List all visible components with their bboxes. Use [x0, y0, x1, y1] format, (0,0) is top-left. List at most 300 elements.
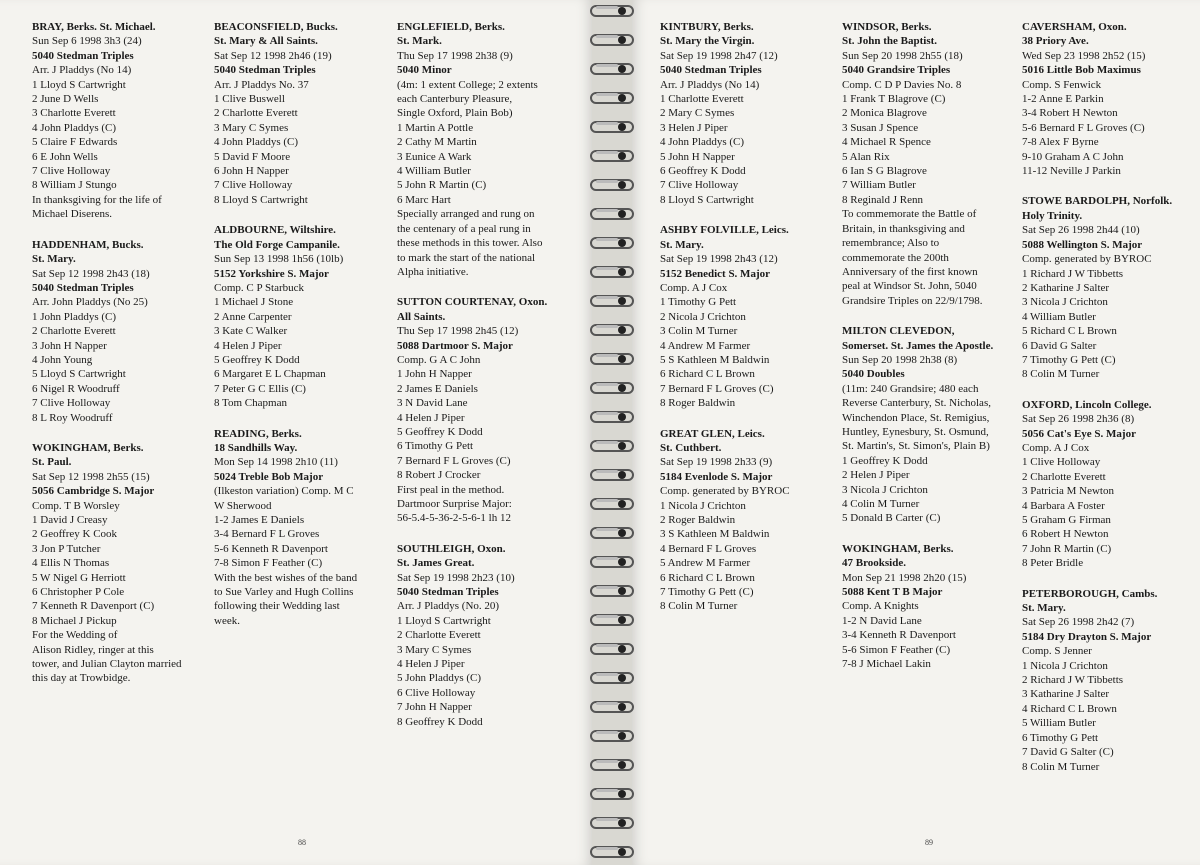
peal-line: 5184 Evenlode S. Major: [660, 470, 773, 483]
spiral-ring: [590, 321, 634, 339]
peal-line: 2 June D Wells: [32, 93, 99, 106]
peal-line: 5 Geoffrey K Dodd: [214, 353, 300, 366]
peal-line: 8 Peter Bridle: [1022, 557, 1084, 570]
peal-line: to mark the start of the national: [397, 251, 536, 264]
peal-line: 1 Geoffrey K Dodd: [842, 454, 928, 467]
peal-line: 2 Nicola J Crichton: [660, 310, 746, 323]
peal-line: 5 Graham G Firman: [1022, 514, 1111, 526]
peal-line: Wed Sep 23 1998 2h52 (15): [1022, 49, 1146, 62]
peal-line: St. Cuthbert.: [660, 441, 722, 454]
peal-line: 2 Roger Baldwin: [660, 514, 736, 526]
peal-line: St. Mary.: [660, 238, 704, 251]
peal-line: 8 Geoffrey K Dodd: [397, 715, 483, 728]
peal-line: 9-10 Graham A C John: [1022, 150, 1124, 163]
peal-line: 2 Helen J Piper: [842, 469, 910, 482]
peal-line: Comp. S Fenwick: [1022, 78, 1102, 91]
peal-line: 8 Roger Baldwin: [660, 397, 736, 410]
peal-line: 7 Clive Holloway: [32, 165, 111, 178]
peal-line: Sun Sep 20 1998 2h38 (8): [842, 353, 958, 366]
spiral-ring: [590, 234, 634, 252]
peal-heading: SUTTON COURTENAY, Oxon.: [397, 296, 548, 309]
peal-line: 8 L Roy Woodruff: [32, 411, 113, 424]
peal-record: [397, 20, 575, 279]
peal-line: these methods in this tower. Also: [397, 237, 543, 250]
peal-heading: OXFORD, Lincoln College.: [1022, 398, 1152, 411]
peal-record: [214, 427, 386, 629]
peal-line: 5056 Cambridge S. Major: [32, 485, 155, 498]
peal-line: 3-4 Robert H Newton: [1022, 107, 1118, 120]
peal-line: Arr. J Pladdys (No 14): [32, 64, 132, 77]
peal-line: 4 Richard C L Brown: [1022, 702, 1117, 715]
peal-line: 7 Timothy G Pett (C): [1022, 353, 1116, 366]
peal-line: Sat Sep 12 1998 2h55 (15): [32, 470, 150, 483]
peal-record: [32, 441, 204, 686]
peal-line: Dartmoor Surprise Major:: [397, 498, 512, 510]
peal-line: 18 Sandhills Way.: [214, 441, 298, 454]
peal-line: 7 David G Salter (C): [1022, 746, 1114, 759]
peal-line: 1 Clive Holloway: [1022, 456, 1101, 469]
peal-line: Comp. generated by BYROC: [1022, 253, 1152, 266]
peal-line: 5 Geoffrey K Dodd: [397, 425, 483, 438]
peal-line: St. John the Baptist.: [842, 35, 938, 48]
peal-line: 5 Donald B Carter (C): [842, 512, 941, 525]
peal-line: 5040 Stedman Triples: [397, 586, 499, 599]
peal-line: 8 Tom Chapman: [214, 397, 287, 410]
peal-line: 4 Helen J Piper: [397, 411, 465, 424]
peal-record: [32, 20, 204, 222]
peal-line: 7 Peter G C Ellis (C): [214, 382, 306, 395]
spiral-ring: [590, 524, 634, 542]
peal-line: Comp. A Knights: [842, 600, 919, 613]
peal-heading: BEACONSFIELD, Bucks.: [214, 21, 338, 33]
peal-line: Britain, in thanksgiving and: [842, 222, 965, 235]
peal-line: 1 Timothy G Pett: [660, 296, 737, 309]
peal-line: 5056 Cat's Eye S. Major: [1022, 427, 1136, 440]
peal-line: Sat Sep 26 1998 2h42 (7): [1022, 616, 1135, 629]
peal-line: 4 Helen J Piper: [214, 339, 282, 352]
peal-record: [842, 324, 1014, 526]
peal-line: 1 Frank T Blagrove (C): [842, 93, 946, 106]
peal-line: 2 James E Daniels: [397, 382, 478, 395]
peal-line: 5016 Little Bob Maximus: [1022, 64, 1141, 77]
peal-line: 8 William J Stungo: [32, 179, 117, 192]
peal-line: Mon Sep 14 1998 2h10 (11): [214, 456, 338, 469]
peal-heading: WOKINGHAM, Berks.: [842, 542, 954, 555]
peal-line: 8 Colin M Turner: [1022, 760, 1100, 773]
peal-line: 5152 Yorkshire S. Major: [214, 267, 329, 280]
peal-line: tower, and Julian Clayton married: [32, 658, 182, 671]
peal-line: 5 W Nigel G Herriott: [32, 571, 126, 584]
peal-line: 6 David G Salter: [1022, 339, 1097, 352]
spiral-ring: [590, 582, 634, 600]
peal-line: Comp. generated by BYROC: [660, 485, 790, 498]
peal-line: 5 Lloyd S Cartwright: [32, 368, 126, 381]
peal-line: Mon Sep 21 1998 2h20 (15): [842, 571, 967, 584]
peal-line: 3 Charlotte Everett: [32, 107, 116, 120]
peal-line: 6 Timothy G Pett: [397, 440, 474, 453]
peal-line: 2 Charlotte Everett: [1022, 470, 1106, 483]
peal-line: 8 Robert J Crocker: [397, 469, 481, 482]
peal-line: 5 William Butler: [1022, 717, 1096, 730]
peal-heading: SOUTHLEIGH, Oxon.: [397, 542, 506, 555]
peal-line: Sat Sep 19 1998 2h23 (10): [397, 571, 515, 584]
right-page-column-1: [660, 20, 832, 630]
peal-line: 1 Lloyd S Cartwright: [397, 614, 491, 627]
peal-line: (Ilkeston variation) Comp. M C: [214, 485, 354, 498]
peal-line: 5024 Treble Bob Major: [214, 470, 324, 483]
spiral-ring: [590, 669, 634, 687]
peal-line: 5152 Benedict S. Major: [660, 267, 770, 280]
peal-line: Sat Sep 12 1998 2h43 (18): [32, 267, 150, 280]
peal-line: Single Oxford, Plain Bob): [397, 107, 513, 120]
peal-line: Specially arranged and rung on: [397, 208, 535, 221]
peal-record: [660, 427, 832, 614]
peal-line: First peal in the method.: [397, 483, 505, 496]
peal-line: 6 Robert H Newton: [1022, 528, 1109, 541]
peal-line: 5 John R Martin (C): [397, 179, 487, 192]
peal-line: 5040 Stedman Triples: [214, 64, 316, 77]
peal-line: 8 Lloyd S Cartwright: [660, 193, 754, 206]
peal-line: 4 Bernard F L Groves: [660, 542, 757, 555]
peal-line: 47 Brookside.: [842, 557, 906, 570]
peal-line: 1 Nicola J Crichton: [1022, 659, 1108, 672]
peal-line: 1-2 Anne E Parkin: [1022, 93, 1104, 106]
peal-line: 7 Bernard F L Groves (C): [660, 382, 774, 395]
peal-line: 6 Nigel R Woodruff: [32, 382, 120, 395]
peal-line: 3 Patricia M Newton: [1022, 485, 1114, 498]
peal-heading: PETERBOROUGH, Cambs.: [1022, 587, 1158, 600]
peal-line: 8 Michael J Pickup: [32, 614, 117, 627]
spiral-ring: [590, 466, 634, 484]
peal-line: St. Mary & All Saints.: [214, 35, 318, 48]
peal-line: Arr. J Pladdys No. 37: [214, 78, 309, 91]
spiral-ring: [590, 89, 634, 107]
peal-line: 1 David J Creasy: [32, 514, 108, 526]
spiral-ring: [590, 495, 634, 513]
peal-heading: MILTON CLEVEDON,: [842, 325, 955, 338]
peal-record: [397, 542, 575, 729]
peal-line: St. Mary.: [1022, 602, 1066, 615]
peal-line: 2 Monica Blagrove: [842, 107, 927, 120]
peal-line: 7 Timothy G Pett (C): [660, 586, 754, 599]
peal-line: 56-5.4-5-36-2-5-6-1 lh 12: [397, 512, 511, 525]
peal-record: [660, 223, 832, 410]
peal-line: 6 Richard C L Brown: [660, 571, 755, 584]
peal-line: 1-2 N David Lane: [842, 614, 922, 627]
peal-line: 7 John R Martin (C): [1022, 542, 1112, 555]
spiral-ring: [590, 176, 634, 194]
peal-line: 5-6 Kenneth R Davenport: [214, 542, 328, 555]
peal-line: 5184 Dry Drayton S. Major: [1022, 630, 1152, 643]
peal-line: 7 Kenneth R Davenport (C): [32, 600, 155, 613]
peal-line: 38 Priory Ave.: [1022, 35, 1089, 48]
peal-record: [397, 295, 575, 526]
spiral-binding: [586, 0, 642, 865]
peal-line: 5 Richard C L Brown: [1022, 325, 1117, 338]
spiral-ring: [590, 31, 634, 49]
spiral-ring: [590, 553, 634, 571]
peal-line: 6 Ian S G Blagrove: [842, 165, 927, 178]
peal-record: [1022, 194, 1192, 381]
spiral-ring: [590, 437, 634, 455]
peal-line: 7 John H Napper: [397, 701, 472, 714]
peal-line: commemorate the 200th: [842, 251, 949, 264]
peal-line: 5040 Stedman Triples: [32, 281, 134, 294]
spiral-ring: [590, 727, 634, 745]
peal-line: 3 Katharine J Salter: [1022, 688, 1110, 701]
spiral-ring: [590, 350, 634, 368]
peal-record: [842, 542, 1014, 672]
peal-line: Arr. J Pladdys (No. 20): [397, 600, 500, 613]
peal-heading: ASHBY FOLVILLE, Leics.: [660, 224, 789, 237]
peal-line: 5 Alan Rix: [842, 150, 890, 163]
peal-line: Comp. A J Cox: [660, 281, 728, 294]
peal-heading: CAVERSHAM, Oxon.: [1022, 21, 1127, 33]
peal-line: 4 John Pladdys (C): [214, 136, 299, 149]
peal-line: this day at Trowbidge.: [32, 672, 131, 685]
spiral-ring: [590, 785, 634, 803]
peal-line: 5-6 Simon F Feather (C): [842, 643, 951, 656]
peal-line: 2 Anne Carpenter: [214, 310, 292, 323]
peal-line: Sun Sep 13 1998 1h56 (10lb): [214, 253, 344, 266]
peal-record: [1022, 587, 1192, 774]
spiral-ring: [590, 147, 634, 165]
peal-line: following their Wedding last: [214, 600, 340, 613]
peal-line: 7-8 Simon F Feather (C): [214, 557, 323, 570]
peal-line: 1 Clive Buswell: [214, 93, 285, 106]
peal-line: Alison Ridley, ringer at this: [32, 643, 154, 656]
peal-heading: GREAT GLEN, Leics.: [660, 427, 765, 440]
peal-line: Comp. S Jenner: [1022, 645, 1092, 658]
peal-line: 1-2 James E Daniels: [214, 514, 305, 526]
peal-line: Somerset. St. James the Apostle.: [842, 339, 994, 352]
peal-line: 1 Lloyd S Cartwright: [32, 78, 126, 91]
peal-line: 5 John Pladdys (C): [397, 672, 482, 685]
peal-record: [842, 20, 1014, 308]
spiral-ring: [590, 843, 634, 861]
peal-line: 3 Jon P Tutcher: [32, 542, 101, 555]
spiral-ring: [590, 2, 634, 20]
peal-line: Sun Sep 6 1998 3h3 (24): [32, 35, 142, 48]
peal-line: peal at Windsor St. John, 5040: [842, 280, 977, 293]
peal-line: Grandsire Triples on 22/9/1798.: [842, 294, 983, 307]
peal-line: 2 Geoffrey K Cook: [32, 528, 118, 541]
peal-line: 2 Charlotte Everett: [397, 629, 481, 642]
spiral-ring: [590, 698, 634, 716]
peal-line: to Sue Varley and Hugh Collins: [214, 586, 354, 599]
peal-line: 8 Reginald J Renn: [842, 193, 923, 206]
peal-line: 4 Ellis N Thomas: [32, 557, 110, 570]
peal-line: 5-6 Bernard F L Groves (C): [1022, 121, 1145, 134]
peal-line: Sat Sep 19 1998 2h43 (12): [660, 253, 778, 266]
peal-line: Arr. John Pladdys (No 25): [32, 296, 148, 309]
peal-line: Michael Diserens.: [32, 208, 113, 221]
peal-line: 5040 Stedman Triples: [660, 64, 762, 77]
spiral-ring: [590, 292, 634, 310]
peal-heading: ENGLEFIELD, Berks.: [397, 21, 505, 33]
peal-line: 2 Charlotte Everett: [32, 325, 116, 338]
peal-heading: BRAY, Berks. St. Michael.: [32, 21, 156, 33]
peal-line: 5 John H Napper: [660, 150, 735, 163]
peal-line: Arr. J Pladdys (No 14): [660, 78, 760, 91]
peal-line: Sat Sep 19 1998 2h47 (12): [660, 49, 778, 62]
peal-line: 4 John Pladdys (C): [32, 121, 117, 134]
peal-line: 3 Colin M Turner: [660, 325, 738, 338]
peal-heading: READING, Berks.: [214, 427, 302, 440]
peal-line: 1 Nicola J Crichton: [660, 499, 746, 512]
peal-line: Winchendon Place, St. Remigius,: [842, 411, 990, 424]
peal-line: 4 Michael R Spence: [842, 136, 931, 149]
peal-record: [214, 223, 386, 410]
peal-line: 2 Charlotte Everett: [214, 107, 298, 120]
peal-line: 5088 Dartmoor S. Major: [397, 339, 513, 352]
peal-line: 3 N David Lane: [397, 397, 468, 410]
peal-record: [214, 20, 386, 207]
peal-line: 7 Clive Holloway: [660, 179, 739, 192]
peal-line: To commemorate the Battle of: [842, 208, 977, 221]
peal-line: 2 Katharine J Salter: [1022, 281, 1110, 294]
peal-line: St. Martin's, St. Simon's, Plain B): [842, 440, 990, 453]
left-page-column-2: [214, 20, 386, 644]
spiral-ring: [590, 640, 634, 658]
peal-line: Reverse Canterbury, St. Nicholas,: [842, 397, 991, 410]
peal-line: Holy Trinity.: [1022, 209, 1083, 222]
spiral-ring: [590, 118, 634, 136]
peal-line: Comp. C D P Davies No. 8: [842, 78, 962, 91]
peal-line: 4 Barbara A Foster: [1022, 499, 1105, 512]
peal-line: 3 Nicola J Crichton: [842, 483, 928, 496]
left-page-column-1: [32, 20, 204, 702]
peal-line: 4 William Butler: [397, 165, 471, 178]
spiral-ring: [590, 60, 634, 78]
peal-line: 5040 Grandsire Triples: [842, 64, 951, 77]
peal-line: 7 Clive Holloway: [32, 397, 111, 410]
peal-line: 5088 Wellington S. Major: [1022, 238, 1143, 251]
peal-line: 7 Bernard F L Groves (C): [397, 454, 511, 467]
peal-line: week.: [214, 614, 240, 627]
peal-line: With the best wishes of the band: [214, 571, 358, 584]
peal-line: St. Mary.: [32, 253, 76, 266]
peal-line: Comp. C P Starbuck: [214, 281, 305, 294]
spiral-ring: [590, 611, 634, 629]
peal-line: St. Paul.: [32, 456, 72, 469]
peal-line: 5 Claire F Edwards: [32, 136, 118, 149]
peal-line: 5 S Kathleen M Baldwin: [660, 353, 770, 366]
peal-line: 1 John Pladdys (C): [32, 310, 117, 323]
peal-line: the centenary of a peal rung in: [397, 222, 531, 235]
peal-line: 5040 Doubles: [842, 368, 905, 381]
peal-line: Thu Sep 17 1998 2h38 (9): [397, 49, 513, 62]
peal-line: 7-8 Alex F Byrne: [1022, 136, 1099, 149]
peal-line: 3 John H Napper: [32, 339, 107, 352]
peal-line: 3 Susan J Spence: [842, 121, 919, 134]
right-page-column-3: [1022, 20, 1192, 790]
peal-line: 4 John Young: [32, 353, 93, 366]
peal-line: Alpha initiative.: [397, 265, 469, 278]
peal-line: 5088 Kent T B Major: [842, 586, 943, 599]
peal-line: 2 Mary C Symes: [660, 107, 735, 120]
peal-line: 11-12 Neville J Parkin: [1022, 165, 1121, 178]
right-page-column-2: [842, 20, 1014, 687]
left-page-column-3: [397, 20, 575, 745]
peal-line: St. James Great.: [397, 557, 475, 570]
peal-line: each Canterbury Pleasure,: [397, 93, 513, 106]
peal-record: [32, 238, 204, 425]
spiral-ring: [590, 205, 634, 223]
peal-line: 4 Colin M Turner: [842, 498, 920, 510]
peal-line: 2 Cathy M Martin: [397, 136, 477, 149]
peal-line: 1 Martin A Pottle: [397, 121, 474, 134]
peal-line: All Saints.: [397, 310, 446, 323]
peal-line: St. Mary the Virgin.: [660, 35, 755, 48]
peal-line: 5 David F Moore: [214, 150, 291, 163]
peal-line: Sat Sep 19 1998 2h33 (9): [660, 456, 773, 469]
peal-line: 1 John H Napper: [397, 368, 472, 381]
page-number-right: 89: [925, 838, 933, 847]
peal-line: 6 Margaret E L Chapman: [214, 368, 326, 381]
peal-line: 5040 Stedman Triples: [32, 49, 134, 62]
peal-line: Comp. G A C John: [397, 353, 481, 366]
peal-line: Sat Sep 12 1998 2h46 (19): [214, 49, 332, 62]
peal-line: 5 Andrew M Farmer: [660, 557, 751, 570]
peal-line: 1 Charlotte Everett: [660, 93, 744, 106]
peal-line: 3-4 Bernard F L Groves: [214, 528, 320, 541]
peal-line: (11m: 240 Grandsire; 480 each: [842, 382, 979, 395]
peal-line: Sat Sep 26 1998 2h36 (8): [1022, 413, 1135, 426]
peal-heading: WINDSOR, Berks.: [842, 21, 932, 33]
peal-line: 3 Nicola J Crichton: [1022, 296, 1108, 309]
peal-heading: ALDBOURNE, Wiltshire.: [214, 224, 336, 237]
peal-line: remembrance; Also to: [842, 237, 940, 250]
peal-line: 3 Mary C Symes: [214, 121, 289, 134]
peal-line: 8 Lloyd S Cartwright: [214, 193, 308, 206]
peal-heading: WOKINGHAM, Berks.: [32, 441, 144, 454]
peal-line: 4 John Pladdys (C): [660, 136, 745, 149]
peal-line: The Old Forge Campanile.: [214, 238, 340, 251]
peal-record: [1022, 20, 1192, 178]
peal-heading: KINTBURY, Berks.: [660, 21, 754, 33]
peal-line: In thanksgiving for the life of: [32, 193, 162, 206]
peal-line: 3 Kate C Walker: [214, 325, 288, 338]
peal-line: 8 Colin M Turner: [660, 600, 738, 613]
peal-line: Sat Sep 26 1998 2h44 (10): [1022, 224, 1140, 237]
peal-line: 6 Christopher P Cole: [32, 586, 125, 599]
peal-line: 3-4 Kenneth R Davenport: [842, 629, 956, 642]
peal-line: 8 Colin M Turner: [1022, 368, 1100, 381]
peal-line: 3 S Kathleen M Baldwin: [660, 528, 770, 541]
peal-line: 3 Eunice A Wark: [397, 150, 472, 163]
peal-line: 2 Richard J W Tibbetts: [1022, 674, 1124, 687]
peal-line: 5040 Minor: [397, 64, 452, 77]
peal-line: 1 Richard J W Tibbetts: [1022, 267, 1124, 280]
peal-line: (4m: 1 extent College; 2 extents: [397, 78, 538, 91]
peal-heading: HADDENHAM, Bucks.: [32, 238, 144, 251]
peal-line: Sun Sep 20 1998 2h55 (18): [842, 49, 963, 62]
peal-line: 6 Clive Holloway: [397, 686, 476, 699]
peal-record: [1022, 398, 1192, 571]
peal-record: [660, 20, 832, 207]
peal-line: Anniversary of the first known: [842, 265, 978, 278]
spiral-ring: [590, 408, 634, 426]
peal-line: St. Mark.: [397, 35, 442, 48]
peal-line: 6 Marc Hart: [397, 193, 451, 206]
peal-line: 7 William Butler: [842, 179, 916, 192]
peal-line: 3 Helen J Piper: [660, 121, 728, 134]
spiral-ring: [590, 756, 634, 774]
peal-line: 4 Andrew M Farmer: [660, 339, 751, 352]
spiral-ring: [590, 379, 634, 397]
peal-line: Comp. A J Cox: [1022, 441, 1090, 454]
